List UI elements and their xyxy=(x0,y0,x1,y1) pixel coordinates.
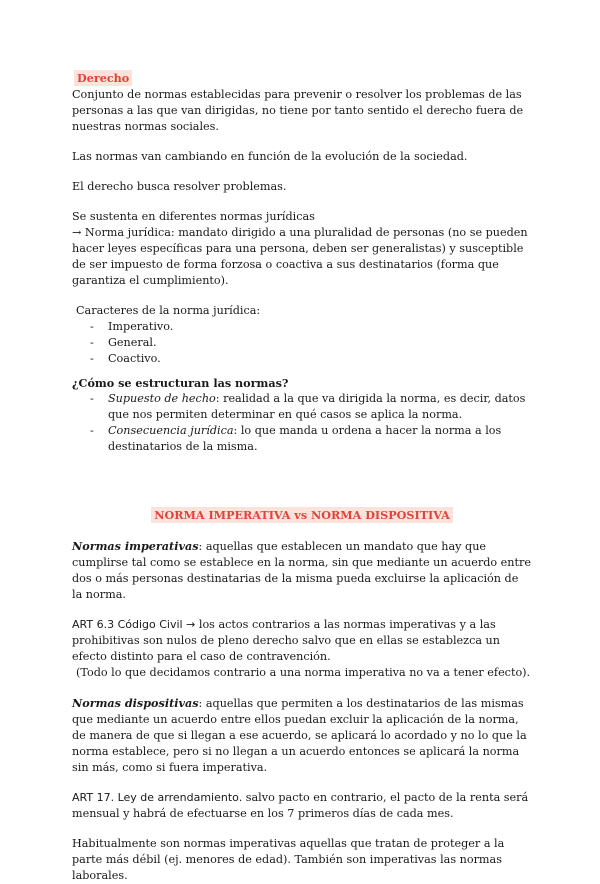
term-supuesto: Supuesto de hecho xyxy=(108,392,216,405)
paragraph-sustenta: Se sustenta en diferentes normas jurídicas xyxy=(72,210,315,223)
paragraph-norma-juridica: → Norma jurídica: mandato dirigido a una pluralidad de personas (no se pueden hacer leyes específicas para una persona, deben ser generalistas) y susceptible de ser impuesto de forma forzosa o coactiva a sus destinatarios (forma que garantiza el cumplimiento). xyxy=(72,226,528,287)
section-imperativa-dispositiva xyxy=(72,507,532,884)
paragraph-evolution: Las normas van cambiando en función de la evolución de la sociedad. xyxy=(72,150,468,163)
list-item: - Consecuencia jurídica: lo que manda u ordena a hacer la norma a los destinatarios de la misma. xyxy=(72,423,532,455)
list-item: - Imperativo. xyxy=(72,319,532,335)
term-consecuencia: Consecuencia jurídica xyxy=(108,424,234,437)
section-title-derecho: Derecho xyxy=(74,70,132,86)
section-estructura xyxy=(72,375,532,455)
section-derecho xyxy=(72,70,532,367)
list-item: - Coactivo. xyxy=(72,351,532,367)
list-item: - Supuesto de hecho: realidad a la que va dirigida la norma, es decir, datos que nos permiten determinar en qué casos se aplica la norma. xyxy=(72,391,532,423)
paragraph-dispositivas: Normas dispositivas: aquellas que permiten a los destinatarios de las mismas que mediante un acuerdo entre ellos puedan excluir la aplicación de la norma, de manera de que si llegan a ese acuerdo, se aplicará lo acordado y no lo que la norma establece, pero si no llegan a un acuerdo entonces se aplicará la norma sin más, como si fuera imperativa. xyxy=(72,696,527,774)
caracteres-list xyxy=(72,319,532,367)
paragraph-art17: ART 17. Ley de arrendamiento. salvo pacto en contrario, el pacto de la renta será mensual y habrá de efectuarse en los 7 primeros días de cada mes. xyxy=(72,791,529,820)
paragraph-definition: Conjunto de normas establecidas para prevenir o resolver los problemas de las personas a las que van dirigidas, no tiene por tanto sentido el derecho fuera de nuestras normas sociales. xyxy=(72,88,524,133)
section-heading-estructura: ¿Cómo se estructuran las normas? xyxy=(72,376,289,390)
paragraph-final: Habitualmente son normas imperativas aquellas que tratan de proteger a la parte más débil (ej. menores de edad). También son imperativas las normas laborales. xyxy=(72,837,505,882)
document-page xyxy=(72,70,532,884)
estructura-list xyxy=(72,391,532,455)
list-item: - General. xyxy=(72,335,532,351)
paragraph-problems: El derecho busca resolver problemas. xyxy=(72,180,287,193)
paragraph-art63: ART 6.3 Código Civil → los actos contrarios a las normas imperativas y a las prohibitivas son nulos de pleno derecho salvo que en ellas se establezca un efecto distinto para el caso de contravención. xyxy=(72,618,500,663)
caracteres-title: Caracteres de la norma jurídica: xyxy=(76,304,261,317)
section-title-norma: NORMA IMPERATIVA vs NORMA DISPOSITIVA xyxy=(72,507,532,524)
paragraph-imperativas: Normas imperativas: aquellas que establecen un mandato que hay que cumplirse tal como se establece en la norma, sin que mediante un acuerdo entre dos o más personas destinatarias de la misma pueda excluirse la aplicación de la norma. xyxy=(72,539,531,601)
paragraph-art63-note: (Todo lo que decidamos contrario a una norma imperativa no va a tener efecto). xyxy=(76,666,531,679)
